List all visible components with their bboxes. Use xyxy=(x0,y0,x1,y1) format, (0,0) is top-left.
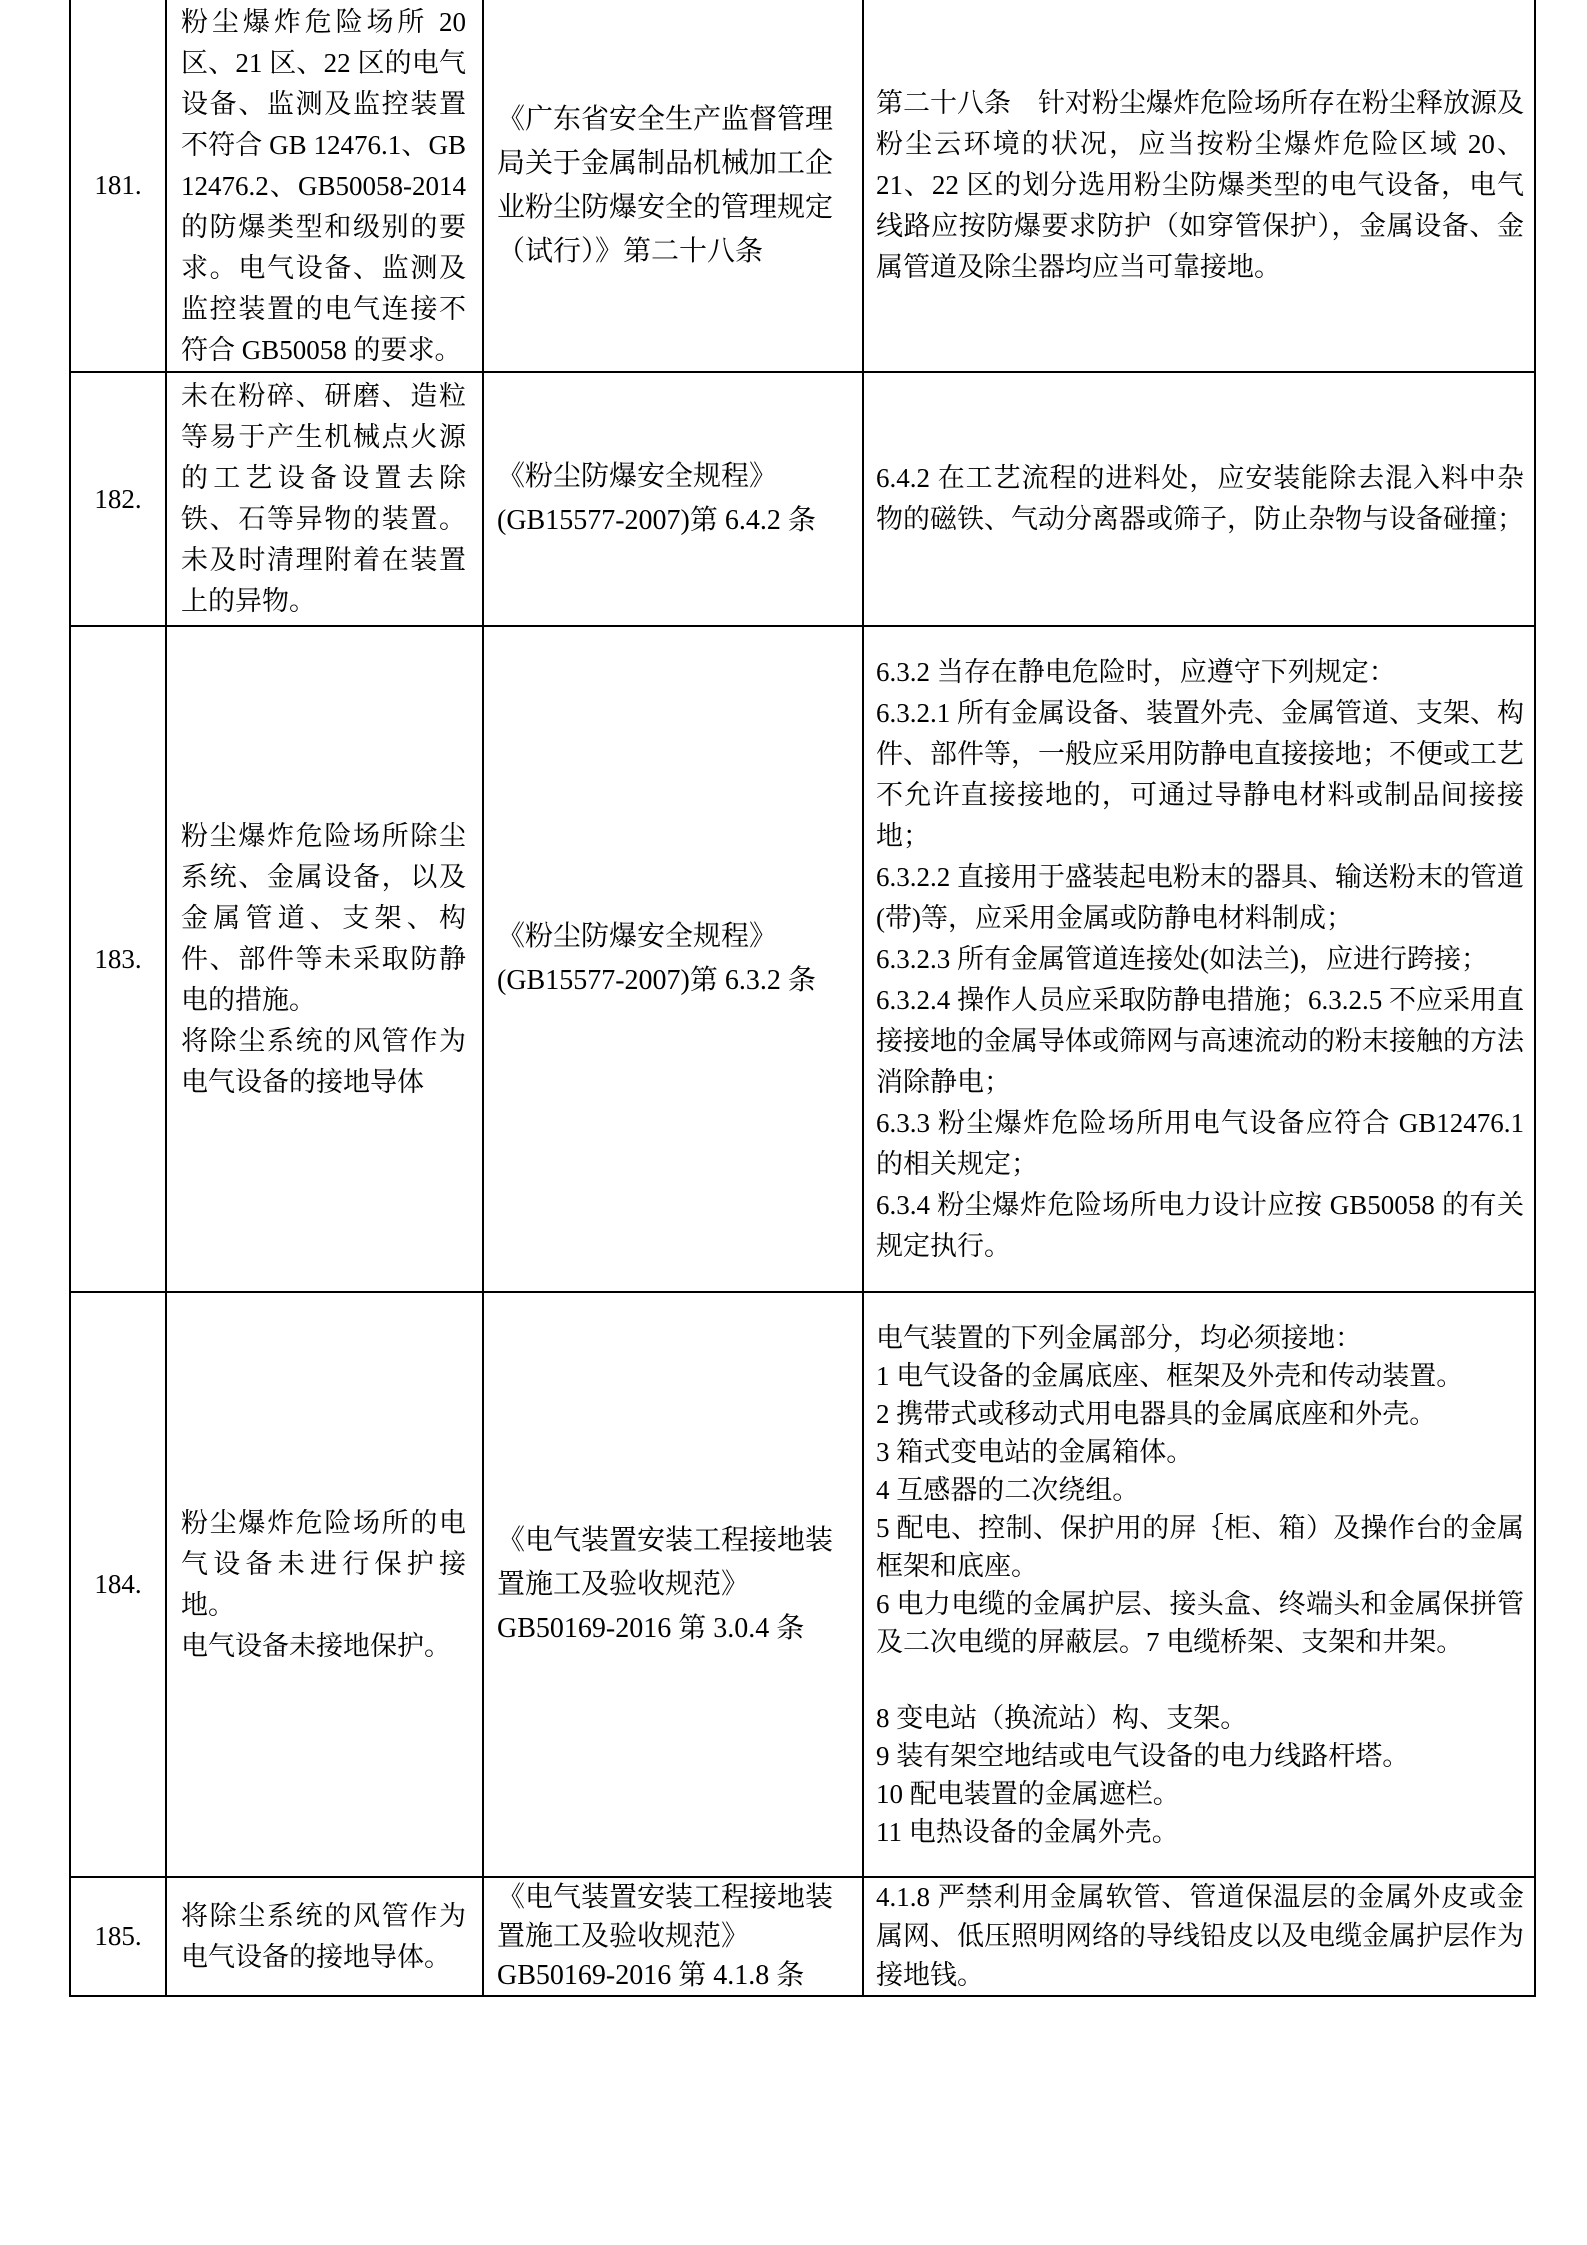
regulation-basis-paragraph: 《电气装置安装工程接地装置施工及验收规范》GB50169-2016 第 3.0.4 条 xyxy=(497,1524,834,1644)
regulation-basis-cell xyxy=(484,1878,864,1995)
row-number: 182. xyxy=(94,483,142,514)
regulation-basis-paragraph: 《粉尘防爆安全规程》(GB15577-2007)第 6.4.2 条 xyxy=(497,461,816,536)
row-number-cell xyxy=(71,373,167,625)
clause-text-paragraph: 6 电力电缆的金属护层、接头盒、终端头和金属保拼管及二次电缆的屏蔽层。7 电缆桥架、支架和井架。 xyxy=(876,1588,1524,1657)
hazard-description-cell xyxy=(167,627,484,1291)
clause-text-paragraph: 4.1.8 严禁利用金属软管、管道保温层的金属外皮或金属网、低压照明网络的导线铅皮以及电缆金属护层作为接地钱。 xyxy=(876,1882,1524,1990)
row-number: 185. xyxy=(94,1921,142,1951)
hazard-description-paragraph: 未在粉碎、研磨、造粒等易于产生机械点火源的工艺设备设置去除铁、石等异物的装置。未及时清理附着在装置上的异物。 xyxy=(181,381,466,616)
row-number: 184. xyxy=(94,1569,142,1599)
clause-text-paragraph: 9 装有架空地结或电气设备的电力线路杆塔。 xyxy=(876,1740,1410,1771)
hazard-description-cell xyxy=(167,373,484,625)
clause-text-paragraph: 3 箱式变电站的金属箱体。 xyxy=(876,1436,1194,1467)
table-row xyxy=(71,0,1536,373)
clause-text-paragraph: 6.4.2 在工艺流程的进料处，应安装能除去混入料中杂物的磁铁、气动分离器或筛子，防止杂物与设备碰撞； xyxy=(876,463,1524,534)
row-number-cell xyxy=(71,0,167,371)
clause-text-paragraph: 电气装置的下列金属部分，均必须接地： xyxy=(876,1322,1362,1353)
clause-text-paragraph xyxy=(876,1661,1524,1699)
clause-text-paragraph: 6.3.2.2 直接用于盛装起电粉末的器具、输送粉末的管道(带)等，应采用金属或防静电材料制成； xyxy=(876,861,1524,933)
clause-text-paragraph: 2 携带式或移动式用电器具的金属底座和外壳。 xyxy=(876,1398,1437,1429)
clause-text-paragraph: 6.3.2 当存在静电危险时，应遵守下列规定： xyxy=(876,656,1396,687)
clause-text-paragraph: 8 变电站（换流站）构、支架。 xyxy=(876,1702,1248,1733)
hazard-description-paragraph: 将除尘系统的风管作为电气设备的接地导体。 xyxy=(181,1900,466,1972)
table-row xyxy=(71,1878,1536,1997)
clause-text-cell xyxy=(864,627,1536,1291)
row-number-cell xyxy=(71,1293,167,1876)
regulation-basis-cell xyxy=(484,0,864,371)
clause-text-paragraph: 5 配电、控制、保护用的屏｛柜、箱）及操作台的金属框架和底座。 xyxy=(876,1512,1524,1581)
row-number: 183. xyxy=(94,943,142,974)
clause-text-paragraph: 11 电热设备的金属外壳。 xyxy=(876,1816,1179,1847)
clause-text-paragraph: 4 互感器的二次绕组。 xyxy=(876,1474,1140,1505)
row-number-cell xyxy=(71,1878,167,1995)
regulation-basis-paragraph: 《电气装置安装工程接地装置施工及验收规范》GB50169-2016 第 4.1.8 条 xyxy=(497,1882,834,1991)
clause-text-paragraph: 6.3.3 粉尘爆炸危险场所用电气设备应符合 GB12476.1 的相关规定； xyxy=(876,1107,1524,1179)
regulation-basis-cell xyxy=(484,1293,864,1876)
table-row xyxy=(71,1293,1536,1878)
clause-text-cell xyxy=(864,1878,1536,1995)
table-row xyxy=(71,373,1536,627)
hazard-description-paragraph: 电气设备未接地保护。 xyxy=(181,1630,451,1661)
row-number: 181. xyxy=(94,170,142,200)
hazard-description-paragraph: 将除尘系统的风管作为电气设备的接地导体 xyxy=(181,1025,466,1097)
clause-text-paragraph: 6.3.4 粉尘爆炸危险场所电力设计应按 GB50058 的有关规定执行。 xyxy=(876,1189,1524,1261)
clause-text-paragraph: 6.3.2.3 所有金属管道连接处(如法兰)，应进行跨接； xyxy=(876,943,1488,974)
clause-text-paragraph: 第二十八条 针对粉尘爆炸危险场所存在粉尘释放源及粉尘云环境的状况，应当按粉尘爆炸危险区域 20、21、22 区的划分选用粉尘防爆类型的电气设备，电气线路应按防爆要求防护（如穿管保护），金属设备、金属管道及除尘器均应当可靠接地。 xyxy=(876,88,1524,282)
clause-text-paragraph: 6.3.2.1 所有金属设备、装置外壳、金属管道、支架、构件、部件等，一般应采用防静电直接接地；不便或工艺不允许直接接地的，可通过导静电材料或制品间接接地； xyxy=(876,697,1524,851)
table-row xyxy=(71,627,1536,1293)
clause-text-cell xyxy=(864,373,1536,625)
clause-text-paragraph: 10 配电装置的金属遮栏。 xyxy=(876,1778,1180,1809)
clause-text-cell xyxy=(864,0,1536,371)
clause-text-cell xyxy=(864,1293,1536,1876)
row-number-cell xyxy=(71,627,167,1291)
regulation-basis-cell xyxy=(484,373,864,625)
hazard-description-paragraph: 粉尘爆炸危险场所 20 区、21 区、22 区的电气设备、监测及监控装置不符合 GB 12476.1、GB 12476.2、GB50058-2014 的防爆类型和级别的要求。电气设备、监测及监控装置的电气连接不符合 GB50058 的要求。 xyxy=(181,7,466,365)
regulation-basis-paragraph: 《广东省安全生产监督管理局关于金属制品机械加工企业粉尘防爆安全的管理规定（试行）》第二十八条 xyxy=(497,103,834,267)
hazard-description-cell xyxy=(167,1293,484,1876)
hazard-description-paragraph: 粉尘爆炸危险场所的电气设备未进行保护接地。 xyxy=(181,1507,466,1620)
hazard-description-cell xyxy=(167,1878,484,1995)
regulation-basis-paragraph: 《粉尘防爆安全规程》(GB15577-2007)第 6.3.2 条 xyxy=(497,921,816,996)
hazard-description-paragraph: 粉尘爆炸危险场所除尘系统、金属设备，以及金属管道、支架、构件、部件等未采取防静电的措施。 xyxy=(181,820,466,1015)
regulation-basis-cell xyxy=(484,627,864,1291)
clause-text-paragraph: 1 电气设备的金属底座、框架及外壳和传动装置。 xyxy=(876,1360,1464,1391)
hazard-description-cell xyxy=(167,0,484,371)
clause-text-paragraph: 6.3.2.4 操作人员应采取防静电措施；6.3.2.5 不应采用直接接地的金属导体或筛网与高速流动的粉末接触的方法消除静电； xyxy=(876,984,1524,1097)
hazard-regulation-table xyxy=(69,0,1536,1997)
